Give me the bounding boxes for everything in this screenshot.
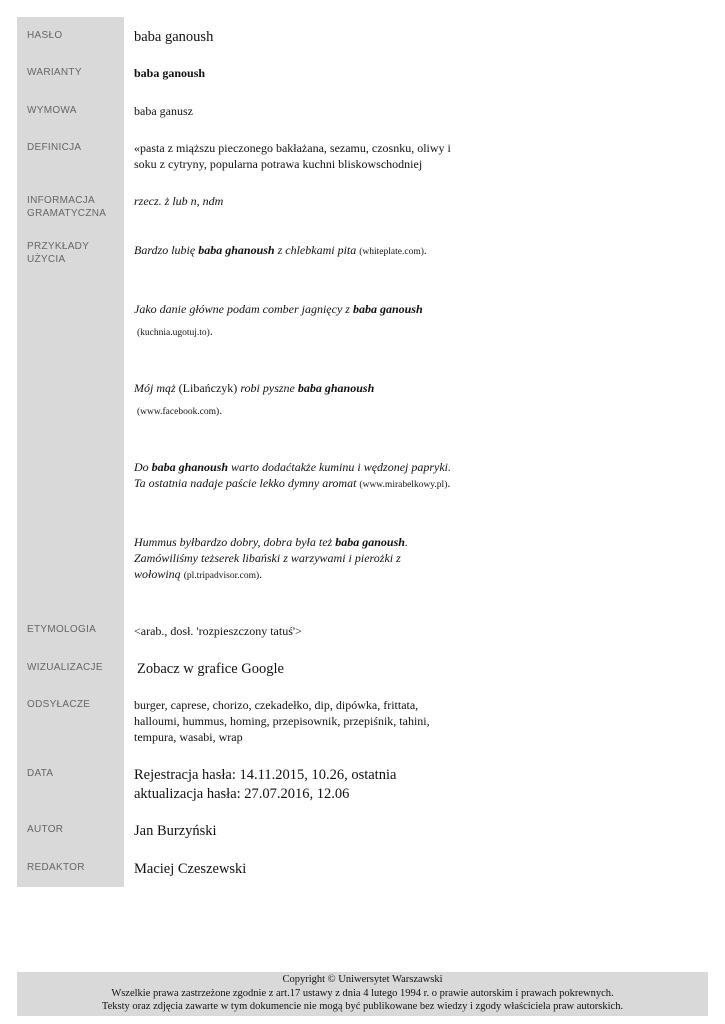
example-text: Do	[134, 460, 152, 474]
footer-line: Copyright © Uniwersytet Warszawski	[282, 974, 443, 985]
example-text: Ta ostatnia nadaje paście lekko dymny aromat	[134, 476, 360, 490]
usage-example	[134, 380, 474, 420]
usage-example	[134, 242, 474, 260]
variants: baba ganoush	[134, 66, 206, 80]
label-haslo: HASŁO	[27, 30, 63, 41]
cross-references	[134, 697, 474, 745]
label-wizualizacje: WIZUALIZACJE	[27, 662, 103, 673]
footer-line: Teksty oraz zdjęcia zawarte w tym dokumencie nie mogą być publikowane bez wiedzy i zgody właściciela praw autorskich.	[101, 1001, 624, 1012]
example-text: warto dodaćtakże kuminu i wędzonej papryki.	[228, 460, 452, 474]
cross-reference-line[interactable]: tempura, wasabi, wrap	[134, 730, 243, 744]
example-text: Hummus byłbardzo dobry, dobra była też	[134, 535, 336, 549]
label-odsylacze: ODSYŁACZE	[27, 699, 91, 710]
example-text: Bardzo lubię	[134, 243, 199, 257]
label-informacja-gramatyczna	[27, 194, 127, 220]
example-headword: baba ghanoush	[198, 243, 275, 257]
google-images-link[interactable]: Zobacz w grafice Google	[137, 661, 284, 677]
example-text: Mój mąż	[134, 381, 179, 395]
label-wymowa: WYMOWA	[27, 105, 77, 116]
example-text: robi pyszne	[237, 381, 298, 395]
label-line: PRZYKŁADY	[27, 241, 90, 252]
example-headword: baba ghanoush	[297, 381, 375, 395]
cross-reference-line[interactable]: halloumi, hummus, homing, przepisownik, przepiśnik, tahini,	[134, 714, 430, 728]
example-punct: .	[447, 476, 451, 490]
example-text: .	[404, 535, 408, 549]
label-przyklady-uzycia	[27, 240, 127, 266]
definition	[134, 140, 474, 172]
example-headword: baba ganoush	[352, 302, 423, 316]
label-etymologia: ETYMOLOGIA	[27, 624, 97, 635]
example-headword: baba ganoush	[335, 535, 405, 549]
headword: baba ganoush	[134, 29, 214, 45]
pronunciation: baba ganusz	[134, 104, 193, 118]
example-text: wołowiną	[134, 567, 184, 581]
example-punct: .	[219, 403, 223, 417]
example-source[interactable]: (www.facebook.com)	[137, 407, 220, 417]
example-text: z chlebkami pita	[274, 243, 360, 257]
example-text: (Libańczyk)	[178, 381, 238, 395]
date-line: aktualizacja hasła: 27.07.2016, 12.06	[134, 786, 350, 802]
label-data: DATA	[27, 768, 54, 779]
cross-reference-line[interactable]: burger, caprese, chorizo, czekadełko, dip, dipówka, frittata,	[134, 698, 419, 712]
example-source[interactable]: (pl.tripadvisor.com)	[183, 571, 260, 581]
entry-dates	[134, 766, 494, 804]
label-line: UŻYCIA	[27, 254, 66, 265]
usage-example	[134, 459, 474, 493]
example-punct: .	[423, 243, 427, 257]
etymology: <arab., dosł. 'rozpieszczony tatuś'>	[134, 624, 302, 638]
example-text: Jako danie główne podam comber jagnięcy z	[134, 302, 353, 316]
example-source[interactable]: (kuchnia.ugotuj.to)	[137, 328, 210, 338]
footer-line: Wszelkie prawa zastrzeżone zgodnie z art.17 ustawy z dnia 4 lutego 1994 r. o prawie autorskim i prawach pokrewnych.	[111, 987, 614, 999]
example-source[interactable]: (www.mirabelkowy.pl)	[359, 480, 448, 490]
label-definicja: DEFINICJA	[27, 142, 82, 153]
example-source[interactable]: (whiteplate.com)	[359, 247, 424, 257]
example-headword: baba ghanoush	[151, 460, 229, 474]
label-redaktor: REDAKTOR	[27, 862, 85, 873]
label-warianty: WARIANTY	[27, 67, 82, 78]
grammatical-info: rzecz. ż lub n, ndm	[134, 194, 224, 208]
definition-line: «pasta z miąższu pieczonego bakłażana, sezamu, czosnku, oliwy i	[134, 141, 451, 155]
label-line: INFORMACJA	[27, 195, 95, 206]
usage-example	[134, 534, 474, 584]
label-autor: AUTOR	[27, 824, 64, 835]
editor: Maciej Czeszewski	[134, 861, 247, 877]
date-line: Rejestracja hasła: 14.11.2015, 10.26, ostatnia	[134, 767, 397, 783]
author: Jan Burzyński	[134, 823, 217, 839]
usage-example	[134, 301, 474, 341]
example-punct: .	[259, 567, 263, 581]
label-line: GRAMATYCZNA	[27, 208, 107, 219]
example-punct: .	[209, 324, 213, 338]
copyright-footer	[17, 972, 708, 1016]
example-text: Zamówiliśmy teżserek libański z warzywami i pierożki z	[134, 551, 401, 565]
definition-line: soku z cytryny, popularna potrawa kuchni bliskowschodniej	[134, 157, 423, 171]
